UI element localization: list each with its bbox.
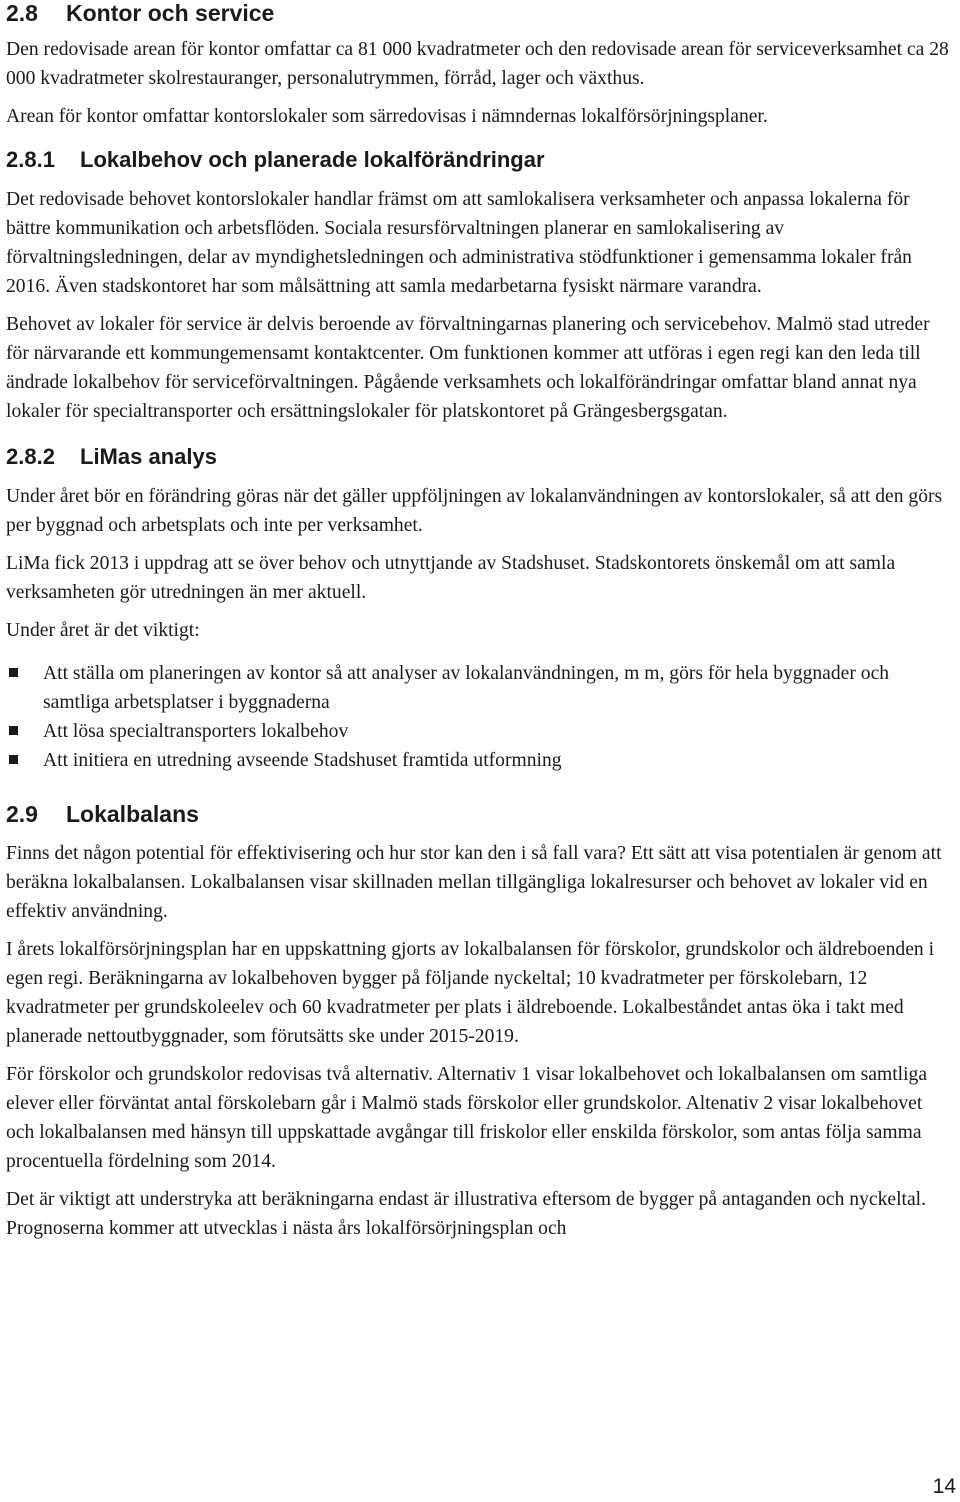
bullet-list [6, 659, 950, 775]
page-number: 14 [932, 1475, 956, 1498]
section-number: 2.8 [6, 0, 38, 26]
paragraph: LiMa fick 2013 i uppdrag att se över behov och utnyttjande av Stadshuset. Stadskontorets önskemål om att samla verksamheten gör utredningen än mer aktuell. [6, 553, 896, 603]
list-item [6, 659, 950, 717]
paragraph: För förskolor och grundskolor redovisas två alternativ. Alternativ 1 visar lokalbehovet och lokalbalansen om samtliga elever eller förväntat antal förskolebarn går i Malmö stads förskolor eller grundskolor. Altenativ 2 visar lokalbehovet och lokalbalansen med hänsyn till uppskattade avgångar till friskolor eller enskilda förskolor, som antas följa samma procentuella fördelning som 2014. [6, 1064, 928, 1172]
square-bullet-icon [9, 726, 18, 735]
paragraph: Finns det någon potential för effektivisering och hur stor kan den i så fall vara? Ett sätt att visa potentialen är genom att beräkna lokalbalansen. Lokalbalansen visar skillnaden mellan tillgängliga lokalresurser och behovet av lokaler vid en effektiv användning. [6, 843, 942, 922]
list-item-text: Att ställa om planeringen av kontor så att analyser av lokalanvändningen, m m, görs för hela byggnader och samtliga arbetsplatser i byggnaderna [43, 663, 890, 713]
paragraph: Det redovisade behovet kontorslokaler handlar främst om att samlokalisera verksamheter och anpassa lokalerna för bättre kommunikation och arbetsflöden. Sociala resursförvaltningen planerar en samlokalisering av förvaltningsledningen, delar av myndighetsledningen och administrativa stödfunktioner i gemensamma lokaler från 2016. Även stadskontoret har som målsättning att samla medarbetarna fysiskt närmare varandra. [6, 189, 912, 297]
paragraph: Behovet av lokaler för service är delvis beroende av förvaltningarnas planering och servicebehov. Malmö stad utreder för närvarande ett kommungemensamt kontaktcenter. Om funktionen kommer att utföras i egen regi kan den leda till ändrade lokalbehov för serviceförvaltningen. Pågående verksamhets och lokalförändringar omfattar bland annat nya lokaler för specialtransporter och ersättningslokaler för platskontoret på Grängesbergsgatan. [6, 314, 930, 422]
section-title: Lokalbehov och planerade lokalförändringar [80, 147, 545, 172]
paragraph: Under året är det viktigt: [6, 620, 200, 641]
section-number: 2.8.1 [6, 147, 55, 172]
section-heading-2-8 [6, 0, 950, 26]
section-heading-2-8-1 [6, 147, 950, 173]
paragraph: I årets lokalförsörjningsplan har en uppskattning gjorts av lokalbalansen för förskolor, grundskolor och äldreboenden i egen regi. Beräkningarna av lokalbehoven bygger på följande nyckeltal; 10 kvadratmeter per förskolebarn, 12 kvadratmeter per grundskoleelev och 60 kvadratmeter per plats i äldreboende. Lokalbeståndet antas öka i takt med planerade nettoutbyggnader, som förutsätts ske under 2015-2019. [6, 939, 935, 1047]
square-bullet-icon [9, 755, 18, 764]
list-item [6, 746, 950, 775]
paragraph: Den redovisade arean för kontor omfattar ca 81 000 kvadratmeter och den redovisade arean för serviceverksamhet ca 28 000 kvadratmeter skolrestauranger, personalutrymmen, förråd, lager och växthus. [6, 39, 949, 89]
section-number: 2.8.2 [6, 444, 55, 469]
paragraph: Arean för kontor omfattar kontorslokaler som särredovisas i nämndernas lokalförsörjningsplaner. [6, 106, 768, 127]
section-title: LiMas analys [80, 444, 217, 469]
document-page [6, 0, 950, 1243]
list-item-text: Att lösa specialtransporters lokalbehov [43, 721, 349, 742]
section-title: Lokalbalans [66, 801, 199, 827]
list-item-text: Att initiera en utredning avseende Stadshuset framtida utformning [43, 750, 562, 771]
paragraph: Det är viktigt att understryka att beräkningarna endast är illustrativa eftersom de bygger på antaganden och nyckeltal. Prognoserna kommer att utvecklas i nästa års lokalförsörjningsplan och [6, 1189, 927, 1239]
section-heading-2-9 [6, 801, 950, 827]
paragraph: Under året bör en förändring göras när det gäller uppföljningen av lokalanvändningen av kontorslokaler, så att den görs per byggnad och arbetsplats och inte per verksamhet. [6, 486, 943, 536]
section-number: 2.9 [6, 801, 38, 827]
section-heading-2-8-2 [6, 444, 950, 470]
section-title: Kontor och service [66, 0, 275, 26]
square-bullet-icon [9, 668, 18, 677]
list-item [6, 717, 950, 746]
